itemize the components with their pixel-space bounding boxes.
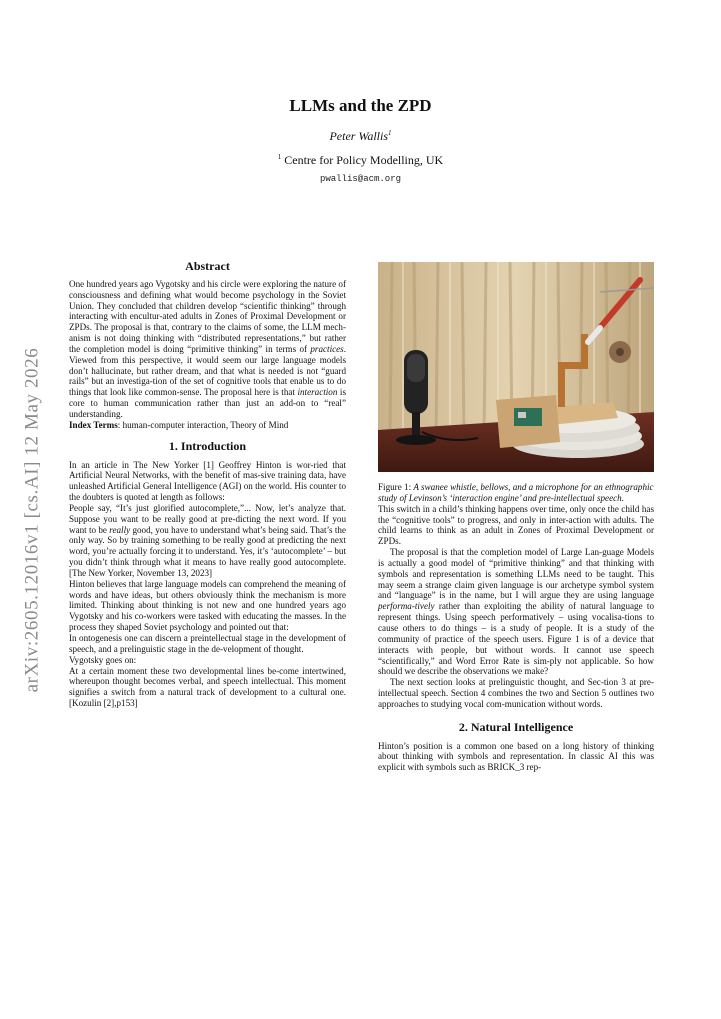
abstract-emphasis-interaction: interaction bbox=[297, 387, 338, 398]
right-paragraph-2-part-1: The proposal is that the completion model of Large Lan-guage Models is actually a good model of “primitive thinking” and that thinking with symbols and representation is something LLMs need to be taught. This may seem a strange claim given language is our archetype symbol system and “language” is in the name, but I will argue they are using language bbox=[378, 547, 654, 601]
right-column bbox=[378, 262, 654, 773]
author-line bbox=[0, 129, 721, 144]
intro-paragraph-2: Hinton believes that large language models can comprehend the meaning of words and have ideas, but others obviously think the mechanism is more limited. Thinking about thinking is not new and one hundred years ago Vygotsky and his co-workers were tasked with educating the masses. In the process they shaped Soviet psychology and pointed out that: bbox=[69, 578, 346, 633]
hinton-quote-part-1: People say, “It’s just glorified autocomplete,”... Now, let’s analyze that. Suppose you want to be really good at pre-dicting the next word. If you want to be bbox=[69, 502, 346, 535]
index-terms bbox=[69, 420, 346, 431]
left-column bbox=[69, 261, 346, 709]
introduction-heading: 1. Introduction bbox=[168, 438, 247, 453]
author-email: pwallis@acm.org bbox=[319, 174, 401, 184]
vygotsky-quote-1: In ontogenesis one can discern a preintellectual stage in the development of speech, and a prelinguistic stage in the de-velopment of thought. bbox=[69, 633, 346, 654]
performatively-emphasis: performa-tively bbox=[378, 601, 435, 612]
right-paragraph-1: This switch in a child’s thinking happens over time, only once the child has the “cognitive tools” to progress, and only in inter-action with adults. The child learns to think as an adult in Zones of Proximal Development or ZPDs. bbox=[378, 503, 654, 547]
affiliation-name: Centre for Policy Modelling, UK bbox=[284, 153, 444, 167]
arxiv-identifier: arXiv:2605.12016v1 [cs.AI] 12 May 2026 bbox=[21, 347, 43, 693]
swanee-whistle-device-illustration bbox=[378, 262, 654, 472]
servo-hub bbox=[616, 348, 624, 356]
abstract-emphasis-practices: practices bbox=[310, 343, 344, 354]
arxiv-side-stamp bbox=[12, 300, 52, 740]
abstract-heading: Abstract bbox=[185, 259, 230, 273]
intro-paragraph-1: In an article in The New Yorker [1] Geoffrey Hinton is wor-ried that Artificial Neural Networks, with the benefit of mas-sive training data, have unleashed Artificial General Intelligence (AGI) on the world. His counter to the doubters is quoted at length as follows: bbox=[69, 459, 346, 503]
figure-caption-text: A swanee whistle, bellows, and a microphone for an ethnographic study of Levinson’s ‘interaction engine’ and pre-intellectual speech. bbox=[378, 482, 654, 503]
abstract-text bbox=[69, 279, 346, 420]
hinton-quote-emphasis: really bbox=[109, 524, 131, 535]
circuit-component bbox=[518, 412, 526, 418]
figure-1-caption bbox=[378, 482, 654, 504]
figure-1-photo bbox=[378, 262, 654, 472]
abstract-part-3: is core to human communication rather than just an add-on to “real” understanding. bbox=[69, 387, 346, 419]
right-paragraph-3: The next section looks at prelinguistic thought, and Sec-tion 3 at pre-intellectual speech. Section 4 combines the two and Section 5 outlines two approaches to studying vocal com-munication without words. bbox=[378, 677, 654, 709]
affiliation-line bbox=[0, 153, 721, 168]
author-name: Peter Wallis bbox=[329, 129, 389, 143]
abstract-part-2: . Viewed from this perspective, it would seem our large language models don’t hallucinate, but rather dream, and that what is needed is not “guard rails” but an investiga-tion of the set of cognitive tools that enable us to do things that look like common-sense. The proposal here is that bbox=[69, 343, 346, 398]
index-terms-text: : human-computer interaction, Theory of Mind bbox=[117, 419, 289, 430]
right-paragraph-2 bbox=[378, 547, 654, 677]
paper-title: LLMs and the ZPD bbox=[289, 96, 432, 115]
hinton-quote-part-2: good, you have to understand what’s being said. That’s the only way. So by training something to be really good at predicting the next word, you’re actually forcing it to understand. Yes, it’s ‘autocomplete’ – but you didn’t think through what it means to have really good autocomplete. [The New Yorker, November 13, 2023] bbox=[69, 524, 346, 578]
natural-intelligence-heading: 2. Natural Intelligence bbox=[458, 719, 574, 734]
title-block bbox=[0, 96, 721, 184]
right-paragraph-4: Hinton’s position is a common one based on a long history of thinking about thinking with symbols and representation. In classic AI this was explicit with symbols such as BRICK_3 rep- bbox=[378, 740, 654, 773]
figure-caption-label: Figure 1: bbox=[378, 482, 414, 492]
intro-paragraph-3: Vygotsky goes on: bbox=[69, 654, 137, 665]
abstract-part-1: One hundred years ago Vygotsky and his circle were exploring the nature of consciousness and defining what would become psychology in the Soviet Union. They concluded that children develop “scientific thinking” through interacting with encultur-ated adults in Zones of Proximal Development or ZPDs. The proposal is that, contrary to the claims of some, the LLM mech-anism is not doing thinking with “distributed representations,” but rather the completion model is doing “primitive thinking” in terms of bbox=[69, 278, 346, 354]
affiliation-mark: 1 bbox=[277, 153, 282, 161]
hinton-quote bbox=[69, 503, 346, 579]
author-affiliation-mark: 1 bbox=[388, 129, 392, 137]
index-terms-label: Index Terms bbox=[69, 419, 118, 430]
vygotsky-quote-2: At a certain moment these two developmental lines be-come intertwined, whereupon thought becomes verbal, and speech intellectual. This moment signifies a switch from a natural track of development to a cultural one. [Kozulin [2],p153] bbox=[69, 665, 346, 709]
right-paragraph-2-part-2: rather than exploiting the ability of natural language to represent things. Using speech performatively – using vocalisa-tions to cause others to do things – is a study of people. It is a study of the community of practice of the speech users. Figure 1 is of a device that interacts with people, but without words. It cannot use speech “scientifically,” and Word Error Rate is sim-ply not applicable. So how should we describe the observations we make? bbox=[378, 601, 654, 677]
